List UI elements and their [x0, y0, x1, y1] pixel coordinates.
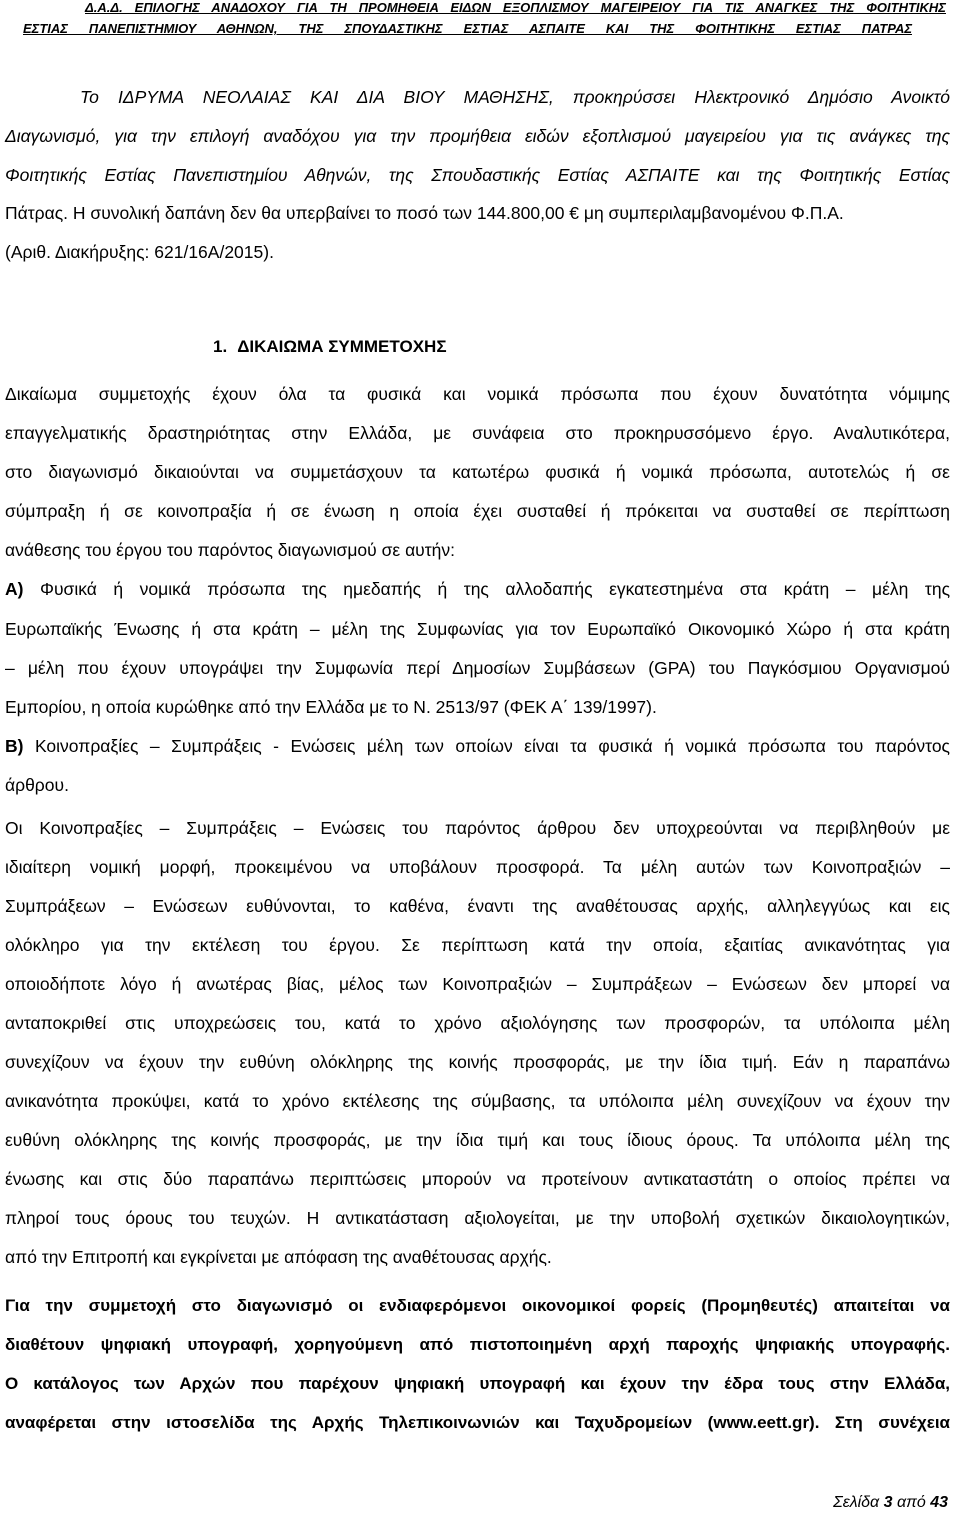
joint-ventures-paragraph: [5, 809, 950, 1277]
eligibility-line: στο διαγωνισμό δικαιούνται να συμμετάσχουν τα κατωτέρω φυσικά ή νομικά πρόσωπα, αυτοτελώς ή σε: [5, 462, 950, 483]
total-pages-number: 43: [930, 1494, 948, 1511]
paragraph-line: ιδιαίτερη νομική μορφή, προκειμένου να υποβάλουν προσφορά. Τα μέλη αυτών των Κοινοπραξιών –: [5, 856, 950, 877]
intro-paragraph: [5, 78, 950, 272]
paragraph-line: οποιοδήποτε λόγο ή ανωτέρας βίας, μέλος των Κοινοπραξιών – Συμπράξεων – Ενώσεων δεν μπορεί να: [5, 973, 950, 994]
paragraph-line: ανταποκριθεί στις υποχρεώσεις του, κατά το χρόνο αξιολόγησης των προσφορών, τα υπόλοιπα μέλη: [5, 1012, 950, 1033]
running-header-line-1: Δ.Α.Δ. ΕΠΙΛΟΓΗΣ ΑΝΑΔΟΧΟΥ ΓΙΑ ΤΗ ΠΡΟΜΗΘΕΙΑ ΕΙΔΩΝ ΕΞΟΠΛΙΣΜΟΥ ΜΑΓΕΙΡΕΙΟΥ ΓΙΑ ΤΙΣ ΑΝΑΓΚΕΣ ΤΗΣ ΦΟΙΤΗΤΙΚΗΣ: [85, 0, 946, 15]
bold-paragraph-line: Για την συμμετοχή στο διαγωνισμό οι ενδιαφερόμενοι οικονομικοί φορείς (Προμηθευτές) απαιτείται να: [5, 1295, 950, 1315]
page-footer: [833, 1493, 948, 1513]
intro-line: Φοιτητικής Εστίας Πανεπιστημίου Αθηνών, της Σπουδαστικής Εστίας ΑΣΠΑΙΤΕ και της Φοιτητικής Εστίας: [5, 164, 950, 185]
intro-line: Πάτρας. Η συνολική δαπάνη δεν θα υπερβαίνει το ποσό των 144.800,00 € μη συμπεριλαμβανομένου Φ.Π.Α.: [5, 203, 844, 224]
digital-signature-paragraph: [5, 1286, 950, 1443]
paragraph-line: πληροί τους όρους του τευχών. Η αντικατάσταση αξιολογείται, με την υποβολή σχετικών δικαιολογητικών,: [5, 1207, 950, 1228]
intro-line: Διαγωνισμό, για την επιλογή αναδόχου για την προμήθεια ειδών εξοπλισμού μαγειρείου για τις ανάγκες της: [5, 125, 950, 146]
item-a-line: Ευρωπαϊκής Ένωσης ή στα κράτη – μέλη της Συμφωνίας για τον Ευρωπαϊκό Οικονομικό Χώρο ή στα κράτη: [5, 618, 950, 639]
item-a-text: Φυσικά ή νομικά πρόσωπα της ημεδαπής ή της αλλοδαπής εγκατεστημένα στα κράτη – μέλη της: [40, 579, 951, 600]
intro-line: (Αριθ. Διακήρυξης: 621/16Α/2015).: [5, 242, 274, 263]
page-word: Σελίδα: [833, 1494, 880, 1511]
paragraph-line: Οι Κοινοπραξίες – Συμπράξεις – Ενώσεις του παρόντος άρθρου δεν υποχρεούνται να περιβληθούν με: [5, 817, 950, 838]
paragraph-line: Συμπράξεων – Ενώσεων ευθύνονται, το καθένα, έναντι της αναθέτουσας αρχής, αλληλεγγύως και εις: [5, 895, 950, 916]
paragraph-line: ένωσης και στις δύο παραπάνω περιπτώσεις μπορούν να προτείνουν αντικαταστάτη ο οποίος πρέπει να: [5, 1168, 950, 1189]
paragraph-line: ολόκληρο για την εκτέλεση του έργου. Σε περίπτωση κατά την οποία, εξαιτίας ανικανότητας για: [5, 934, 950, 955]
section-heading: [213, 327, 447, 366]
item-b-line: άρθρου.: [5, 774, 69, 795]
eligibility-line: επαγγελματικής δραστηριότητας στην Ελλάδα, με συνάφεια στο προκηρυσσόμενο έργο. Αναλυτικότερα,: [5, 423, 950, 444]
bold-paragraph-line: αναφέρεται στην ιστοσελίδα της Αρχής Τηλεπικοινωνιών και Ταχυδρομείων (www.eett.gr). Στη συνέχεια: [5, 1413, 950, 1433]
eligibility-line: σύμπραξη ή σε κοινοπραξία ή σε ένωση η οποία έχει συσταθεί ή πρόκειται να συσταθεί σε περίπτωση: [5, 501, 950, 522]
paragraph-line: συνεχίζουν να έχουν την ευθύνη ολόκληρης της κοινής προσφοράς, με την ίδια τιμή. Εάν η παραπάνω: [5, 1051, 950, 1072]
eligibility-line: ανάθεσης του έργου του παρόντος διαγωνισμού σε αυτήν:: [5, 540, 456, 561]
current-page-number: 3: [883, 1494, 893, 1511]
item-b-text: Κοινοπραξίες – Συμπράξεις - Ενώσεις μέλη των οποίων είναι τα φυσικά ή νομικά πρόσωπα του παρόντος: [34, 735, 950, 756]
intro-line: Το ΙΔΡΥΜΑ ΝΕΟΛΑΙΑΣ ΚΑΙ ΔΙΑ ΒΙΟΥ ΜΑΘΗΣΗΣ, προκηρύσσει Ηλεκτρονικό Δημόσιο Ανοικτό: [80, 87, 950, 107]
paragraph-line: ευθύνη ολόκληρης της κοινής προσφοράς, με την ίδια τιμή και τους ίδιους όρους. Τα υπόλοιπα μέλη της: [5, 1129, 950, 1150]
section-number: 1.: [213, 337, 228, 356]
section-title: ΔΙΚΑΙΩΜΑ ΣΥΜΜΕΤΟΧΗΣ: [237, 337, 447, 356]
paragraph-line: ανικανότητα προκύψει, κατά το χρόνο εκτέλεσης της σύμβασης, τα υπόλοιπα μέλη συνεχίζουν να έχουν την: [5, 1090, 950, 1111]
item-a-label: Α): [5, 579, 24, 600]
item-b-label: Β): [5, 735, 24, 756]
running-header-line-2: ΕΣΤΙΑΣ ΠΑΝΕΠΙΣΤΗΜΙΟΥ ΑΘΗΝΩΝ, ΤΗΣ ΣΠΟΥΔΑΣΤΙΚΗΣ ΕΣΤΙΑΣ ΑΣΠΑΙΤΕ ΚΑΙ ΤΗΣ ΦΟΙΤΗΤΙΚΗΣ ΕΣΤΙΑΣ ΠΑΤΡΑΣ: [23, 21, 912, 36]
item-b-line: [5, 727, 950, 766]
bold-paragraph-line: Ο κατάλογος των Αρχών που παρέχουν ψηφιακή υπογραφή και έχουν την έδρα τους στην Ελλάδα,: [5, 1374, 950, 1394]
eligibility-line: Δικαίωμα συμμετοχής έχουν όλα τα φυσικά και νομικά πρόσωπα που έχουν δυνατότητα νόμιμης: [5, 384, 950, 404]
eligibility-section: [5, 375, 950, 805]
item-a-line: – μέλη που έχουν υπογράψει την Συμφωνία περί Δημοσίων Συμβάσεων (GPA) του Παγκόσμιου Οργανισμού: [5, 657, 950, 678]
item-a-line: Εμπορίου, η οποία κυρώθηκε από την Ελλάδα με το Ν. 2513/97 (ΦΕΚ Α΄ 139/1997).: [5, 696, 657, 717]
bold-paragraph-line: διαθέτουν ψηφιακή υπογραφή, χορηγούμενη από πιστοποιημένη αρχή παροχής ψηφιακής υπογραφής.: [5, 1334, 950, 1354]
item-a-line: [5, 570, 950, 609]
paragraph-line: από την Επιτροπή και εγκρίνεται με απόφαση της αναθέτουσας αρχής.: [5, 1246, 552, 1267]
of-word: από: [897, 1494, 926, 1511]
